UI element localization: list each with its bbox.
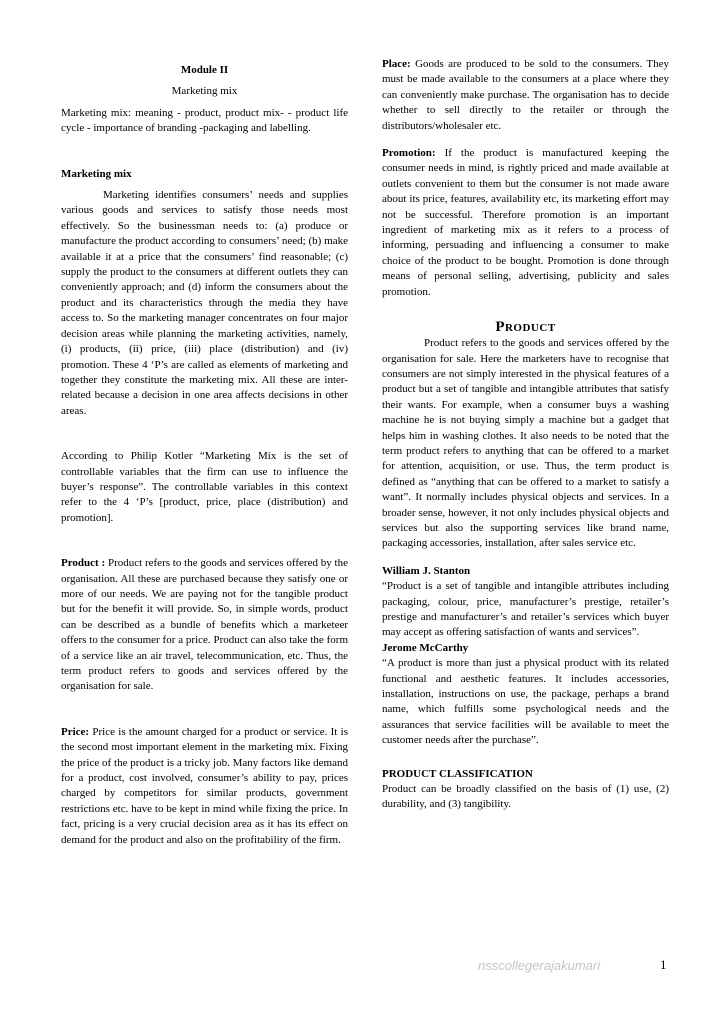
page-number: 1 (660, 957, 667, 972)
mccarthy-quote: “A product is more than just a physical product with its related functional and aesthetic features. It includes accessories, installation, instructions on use, the package, perhaps a brand name, which fulfills some psychological needs and the assurances that service facilities will be available to meet the customer needs after the purchase”. (382, 657, 669, 747)
place-label: Place: (382, 58, 411, 70)
price-paragraph (61, 725, 348, 848)
stanton-name: William J. Stanton (382, 564, 471, 577)
right-column (382, 57, 669, 813)
mccarthy-name: Jerome McCarthy (382, 641, 469, 654)
place-paragraph (382, 57, 669, 134)
kotler-definition: According to Philip Kotler “Marketing Mix is the set of controllable variables that the firm can use to influence the buyer’s response”. The controllable variables in this context refer to the 4 ‘P’s [product, price, place (distribution) and promotion]. (61, 450, 348, 524)
syllabus-text: Marketing mix: meaning - product, product mix- - product life cycle - importance of branding -packaging and labelling. (61, 106, 348, 135)
product-heading: Product (495, 319, 556, 336)
footer-watermark: nsscollegerajakumari (478, 958, 601, 973)
product-label: Product : (61, 557, 106, 570)
marketing-mix-heading: Marketing mix (61, 167, 132, 180)
module-subtitle: Marketing mix (171, 85, 238, 98)
product-definition-body: Product refers to the goods and services offered by the organisation for sale. Here the marketers have to recognise that consumers are not simply interested in the physical features of a product but a set of tangible and intangible attributes that satisfy their wants. For example, when a consumer buys a washing machine he is not buying simply a machine but a gadget that helps him in washing clothes. It also needs to be noted that the term product refers to anything that can be offered to a market for attention, acquisition, or use. Thus, the term product is defined as “anything that can be offered to a market to satisfy a want”. It normally includes physical objects and services. In a broader sense, however, it not only includes physical objects and services but also the supporting services like brand name, packaging accessories, installation, after sales service etc. (382, 337, 669, 550)
place-body: Goods are produced to be sold to the consumers. They must be made available to the consumers at a place where they can conveniently make purchase. The organisation has to decide whether to sell directly to the retailer or through the distributors/wholesaler etc. (382, 58, 669, 132)
marketing-mix-body: Marketing identifies consumers’ needs and supplies various goods and services to satisfy those needs most effectively. So the businessman needs to: (a) produce or manufacture the product according to consumers’ need; (b) make available it at a price that the consumers’ find reasonable; (c) supply the product to the consumers at different outlets they can conveniently approach; and (d) inform the consumers about the product and its characteristics through the media they have access to. So the marketing manager concentrates on four major decision areas while planning the marketing activities, namely, (i) products, (ii) price, (iii) place (distribution) and (iv) promotion. These 4 ‘P’s are called as elements of marketing and together they constitute the marketing mix. All these are inter-related because a decision in one area affects decisions in other areas. (61, 189, 348, 417)
classification-heading: PRODUCT CLASSIFICATION (382, 767, 533, 780)
product-body: Product refers to the goods and services offered by the organisation. All these are purchased because they satisfy one or more of our needs. We are paying not for the tangible product but for the benefit it will provide. So, in simple words, product can be described as a bundle of benefits which a marketeer offers to the consumer for a price. Product can also take the form of a service like an air travel, telecommunication, etc. Thus, the term product refers to goods and services offered by the organisation for sale. (61, 557, 348, 693)
left-column (61, 57, 348, 848)
price-label: Price: (61, 725, 90, 738)
classification-body: Product can be broadly classified on the basis of (1) use, (2) durability, and (3) tangibility. (382, 783, 669, 811)
promotion-body: If the product is manufactured keeping the consumer needs in mind, is rightly priced and made available at outlets convenient to them but the consumer is not made aware about its price, features, availability etc, its marketing effort may not be successful. Therefore promotion is an important ingredient of marketing mix as it refers to a process of informing, persuading and influencing a consumer to make choice of the product to be bought. Promotion is done through means of personal selling, advertising, publicity and sales promotion. (382, 147, 669, 298)
promotion-label: Promotion: (382, 147, 436, 160)
module-title: Module II (180, 64, 229, 76)
promotion-paragraph (382, 146, 669, 300)
stanton-quote: “Product is a set of tangible and intangible attributes including packaging, colour, price, manufacturer’s prestige, retailer’s prestige and manufacturer’s and retailer’s services which buyer may accept as offering satisfaction of wants and services”. (382, 580, 669, 639)
product-paragraph (61, 556, 348, 695)
price-body: Price is the amount charged for a product or service. It is the second most important element in the marketing mix. Fixing the price of the product is a tricky job. Many factors like demand for a product, cost involved, consumer’s ability to pay, prices charged by competitors for similar products, government restrictions etc. have to be kept in mind while fixing the price. In fact, pricing is a very crucial decision area as it has its effect on demand for the product and also on the profitability of the firm. (61, 725, 348, 846)
